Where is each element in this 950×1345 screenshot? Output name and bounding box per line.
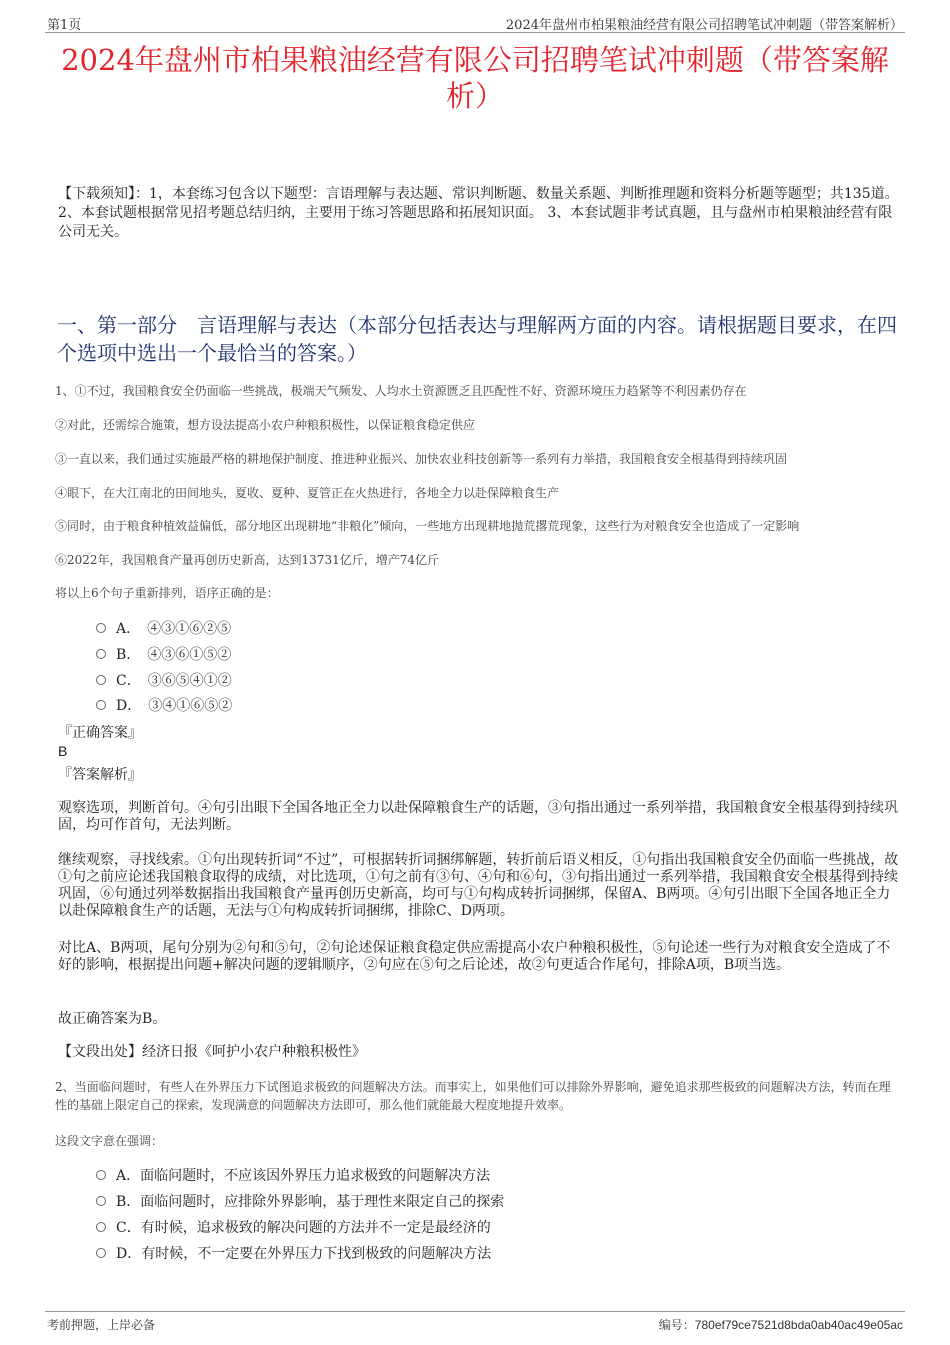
document-code — [659, 1316, 903, 1333]
q1-option-d-label: D． ③④①⑥⑤② — [116, 698, 233, 714]
q1-sentence-2: ②对此，还需综合施策，想方设法提高小农户种粮积极性，以保证粮食稳定供应 — [55, 418, 476, 432]
radio-icon[interactable] — [96, 700, 106, 710]
q2-option-c-label: C．有时候，追求极致的解决问题的方法并不一定是最经济的 — [116, 1220, 491, 1236]
q1-option-b-label: B． ④③⑥①⑤② — [116, 647, 232, 663]
radio-icon[interactable] — [96, 1222, 106, 1232]
q1-sentence-5: ⑤同时，由于粮食种植效益偏低，部分地区出现耕地“非粮化”倾向，一些地方出现耕地抛荒撂荒现象，这些行为对粮食安全也造成了一定影响 — [55, 519, 800, 533]
q2-option-d[interactable] — [96, 1245, 491, 1263]
q2-option-a-label: A．面临问题时，不应该因外界压力追求极致的问题解决方法 — [116, 1168, 491, 1184]
radio-icon[interactable] — [96, 1248, 106, 1258]
radio-icon[interactable] — [96, 623, 106, 633]
q2-prompt: 这段文字意在强调： — [55, 1134, 164, 1148]
q2-option-c[interactable] — [96, 1219, 491, 1237]
analysis-paragraph-1: 观察选项，判断首句。④句引出眼下全国各地正全力以赴保障粮食生产的话题，③句指出通过一系列举措，我国粮食安全根基得到持续巩固，均可作首句，无法判断。 — [58, 800, 898, 833]
radio-icon[interactable] — [96, 1170, 106, 1180]
running-header-title: 2024年盘州市柏果粮油经营有限公司招聘笔试冲刺题（带答案解析） — [505, 18, 903, 33]
q1-option-b[interactable] — [96, 646, 231, 664]
analysis-paragraph-3: 对比A、B两项，尾句分别为②句和⑤句，②句论述保证粮食稳定供应需提高小农户种粮积极性，⑤句论述一些行为对粮食安全造成了不好的影响，根据提出问题+解决问题的逻辑顺序，②句应在⑤句之后论述，故②句更适合作尾句，排除A项，B项当选。 — [58, 940, 891, 973]
q2-option-d-label: D．有时候，不一定要在外界压力下找到极致的问题解决方法 — [116, 1246, 492, 1262]
q1-sentence-6: ⑥2022年，我国粮食产量再创历史新高，达到13731亿斤，增产74亿斤 — [55, 553, 439, 567]
q2-option-b[interactable] — [96, 1193, 504, 1211]
header-rule — [45, 32, 905, 33]
q1-sentence-4: ④眼下，在大江南北的田间地头，夏收、夏种、夏管正在火热进行，各地全力以赴保障粮食生产 — [55, 486, 560, 500]
q1-sentence-1: 1、①不过，我国粮食安全仍面临一些挑战，极端天气频发、人均水土资源匮乏且匹配性不好、资源环境压力趋紧等不利因素仍存在 — [55, 384, 747, 398]
analysis-label: 『答案解析』 — [58, 767, 142, 783]
analysis-conclusion: 故正确答案为B。 — [58, 1011, 167, 1027]
q1-option-a-label: A． ④③①⑥②⑤ — [116, 621, 232, 637]
q1-option-d[interactable] — [96, 697, 232, 715]
radio-icon[interactable] — [96, 675, 106, 685]
document-title: 2024年盘州市柏果粮油经营有限公司招聘笔试冲刺题（带答案解析） — [61, 43, 889, 113]
document-code-label: 编号： — [658, 1318, 695, 1332]
answer-value: B — [58, 743, 68, 759]
section-heading: 一、第一部分 言语理解与表达（本部分包括表达与理解两方面的内容。请根据题目要求，在四个选项中选出一个最恰当的答案。） — [57, 313, 897, 365]
analysis-paragraph-2: 继续观察，寻找线索。①句出现转折词“不过”，可根据转折词捆绑解题，转折前后语义相反，①句指出我国粮食安全仍面临一些挑战，故①句之前应论述我国粮食取得的成绩，对比选项，①句之前有③句、④句和⑥句，③句指出通过一系列举措，我国粮食安全根基得到持续巩固，⑥句通过列举数据指出我国粮食产量再创历史新高，均可与①句构成转折词捆绑，保留A、B两项。④句引出眼下全国各地正全力以赴保障粮食生产的话题，无法与①句构成转折词捆绑，排除C、D两项。 — [58, 852, 899, 919]
radio-icon[interactable] — [96, 1196, 106, 1206]
document-code-value: 780ef79ce7521d8bda0ab40ac49e05ac — [694, 1318, 903, 1332]
q1-option-a[interactable] — [96, 620, 231, 638]
footer-rule — [45, 1311, 905, 1312]
source-citation: 【文段出处】经济日报《呵护小农户种粮积极性》 — [58, 1044, 366, 1060]
q1-sentence-3: ③一直以来，我们通过实施最严格的耕地保护制度、推进种业振兴、加快农业科技创新等一系列有力举措，我国粮食安全根基得到持续巩固 — [55, 452, 788, 466]
q1-option-c-label: C． ③⑥⑤④①② — [116, 673, 232, 689]
q1-prompt: 将以上6个句子重新排列，语序正确的是： — [55, 586, 279, 600]
q1-option-c[interactable] — [96, 672, 232, 690]
radio-icon[interactable] — [96, 649, 106, 659]
answer-label: 『正确答案』 — [58, 725, 142, 741]
page-number: 第1页 — [47, 18, 82, 33]
q2-option-a[interactable] — [96, 1167, 490, 1185]
footer-slogan: 考前押题，上岸必备 — [47, 1318, 156, 1332]
download-notice: 【下载须知】：1，本套练习包含以下题型：言语理解与表达题、常识判断题、数量关系题、判断推理题和资料分析题等题型；共135道。 2、本套试题根据常见招考题总结归纳，主要用于练习答题思路和拓展知识面。 3、本套试题非考试真题，且与盘州市柏果粮油经营有限公司无关。 — [58, 186, 899, 240]
q2-option-b-label: B．面临问题时，应排除外界影响，基于理性来限定自己的探索 — [116, 1194, 505, 1210]
q2-stem: 2、当面临问题时，有些人在外界压力下试图追求极致的问题解决方法。而事实上，如果他们可以排除外界影响，避免追求那些极致的问题解决方法，转而在理性的基础上限定自己的探索，发现满意的问题解决方法即可，那么他们就能最大程度地提升效率。 — [55, 1080, 891, 1112]
